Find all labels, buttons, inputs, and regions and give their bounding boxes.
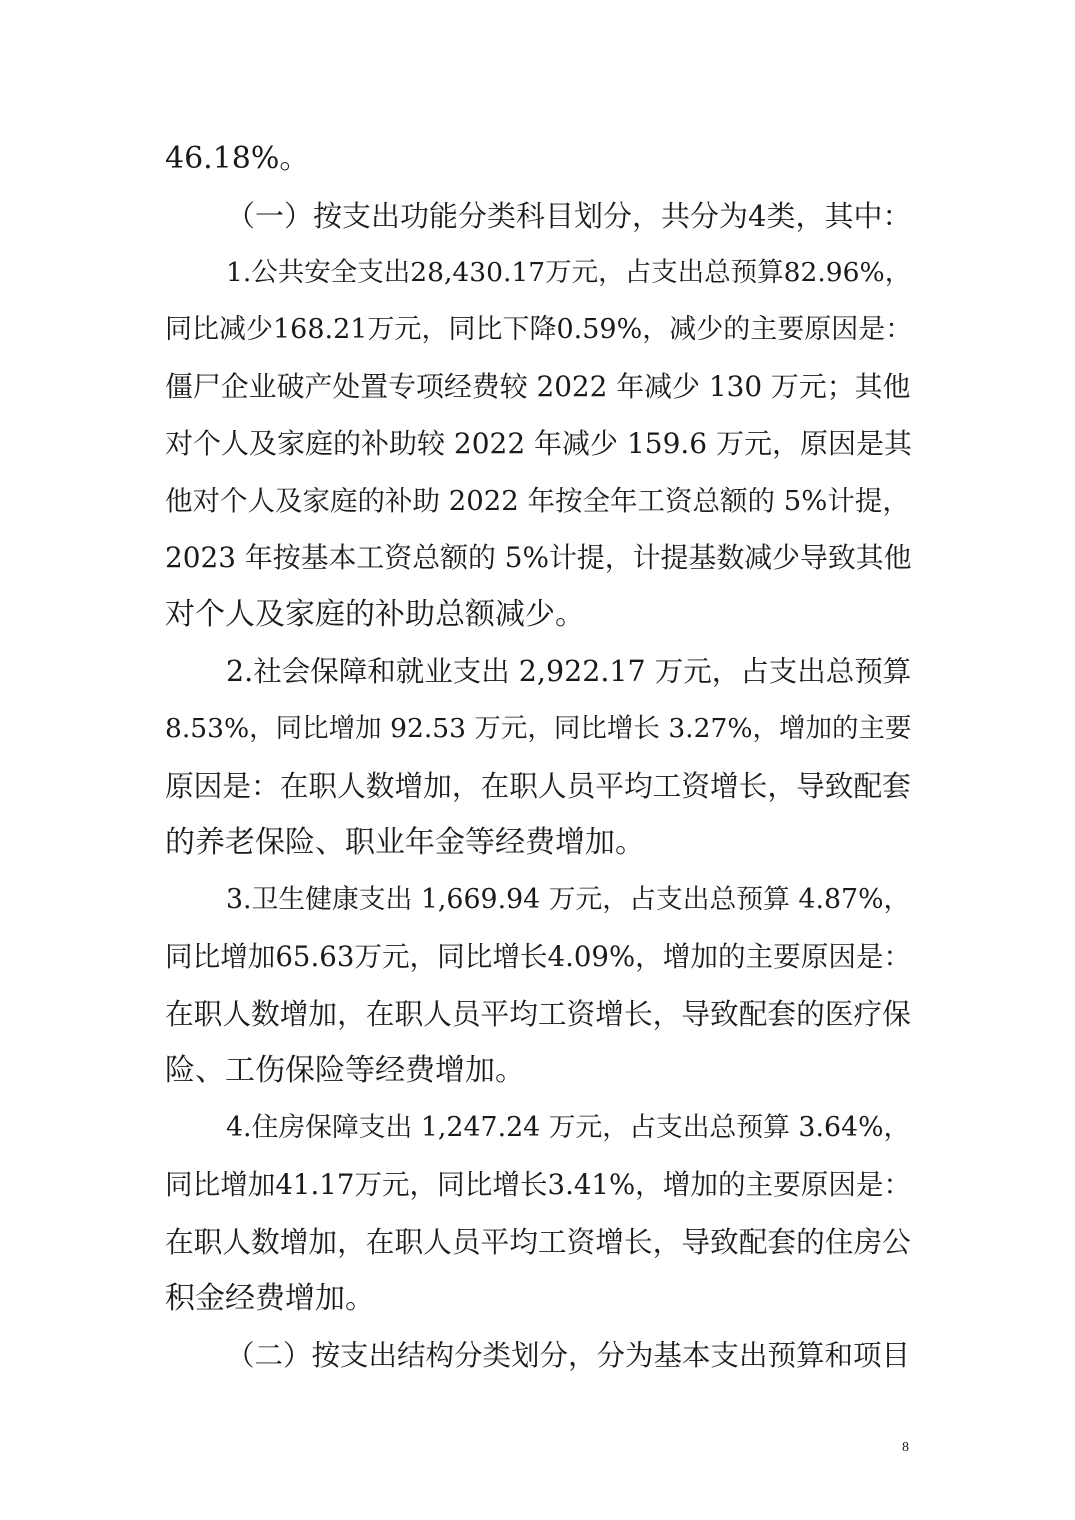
page-number: 8 <box>902 1440 909 1455</box>
text-line: 同比增加41.17万元，同比增长3.41%，增加的主要原因是： <box>165 1168 912 1201</box>
text-line: 同比减少168.21万元，同比下降0.59%，减少的主要原因是： <box>165 314 913 345</box>
text-line: 3.卫生健康支出 1,669.94 万元，占支出总预算 4.87%， <box>226 884 911 915</box>
text-line: 对个人及家庭的补助较 2022 年减少 159.6 万元，原因是其 <box>165 427 913 460</box>
text-line: 46.18%。 <box>165 141 310 176</box>
text-line: 险、工伤保险等经费增加。 <box>165 1053 525 1088</box>
text-line: 2.社会保障和就业支出 2,922.17 万元，占支出总预算 <box>226 655 912 688</box>
text-line: 在职人数增加，在职人员平均工资增长，导致配套的医疗保 <box>165 997 911 1031</box>
text-line: 1.公共安全支出28,430.17万元，占支出总预算82.96%， <box>226 257 912 288</box>
section-heading: （一）按支出功能分类科目划分，共分为4类，其中： <box>226 199 912 233</box>
text-line: 僵尸企业破产处置专项经费较 2022 年减少 130 万元；其他 <box>165 370 911 403</box>
text-line: 同比增加65.63万元，同比增长4.09%，增加的主要原因是： <box>165 940 912 973</box>
section-heading: （二）按支出结构分类划分，分为基本支出预算和项目 <box>226 1339 911 1372</box>
text-line: 他对个人及家庭的补助 2022 年按全年工资总额的 5%计提， <box>165 485 910 517</box>
text-line: 8.53%，同比增加 92.53 万元，同比增长 3.27%，增加的主要 <box>165 713 912 744</box>
text-line: 在职人数增加，在职人员平均工资增长，导致配套的住房公 <box>165 1225 911 1259</box>
text-line: 对个人及家庭的补助总额减少。 <box>165 597 585 632</box>
text-line: 4.住房保障支出 1,247.24 万元，占支出总预算 3.64%， <box>226 1112 911 1143</box>
text-line: 2023 年按基本工资总额的 5%计提，计提基数减少导致其他 <box>165 541 912 574</box>
text-line: 积金经费增加。 <box>165 1281 375 1316</box>
text-line: 原因是：在职人数增加，在职人员平均工资增长，导致配套 <box>165 769 911 803</box>
text-line: 的养老保险、职业年金等经费增加。 <box>165 825 645 860</box>
